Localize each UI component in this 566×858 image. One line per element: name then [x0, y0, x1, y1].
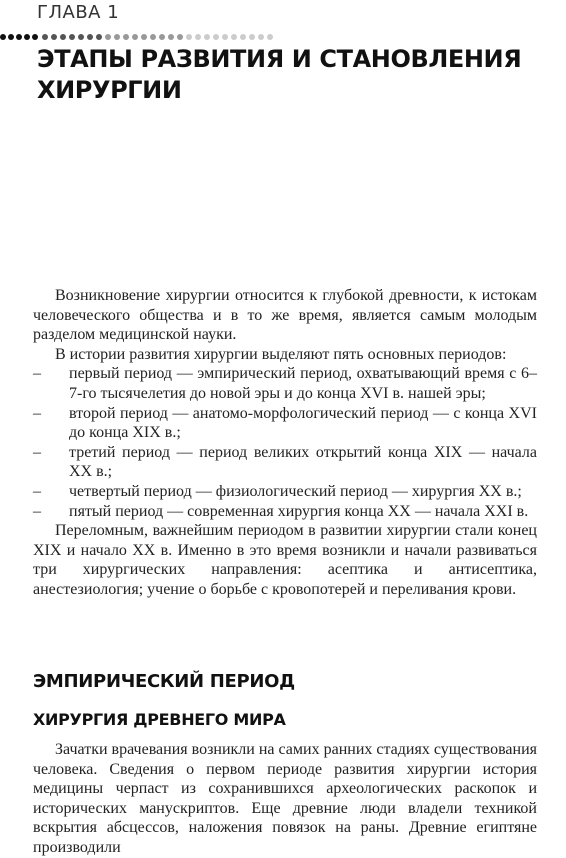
periods-list: [33, 364, 537, 521]
list-item: – второй период — анатомо-морфологический период — с конца XVI до конца XIX в.;: [33, 404, 537, 442]
list-item: – пятый период — современная хирургия конца XX — начала XXI в.: [33, 502, 529, 520]
section-subheading: ХИРУРГИЯ ДРЕВНЕГО МИРА: [33, 710, 286, 729]
list-item: – четвертый период — физиологический период — хирургия XX в.;: [33, 482, 522, 500]
intro-paragraph-1: Возникновение хирургии относится к глубокой древности, к истокам человеческого общества и в то же время, является самым молодым разделом медицинской науки.: [33, 287, 537, 344]
chapter-title: ЭТАПЫ РАЗВИТИЯ И СТАНОВЛЕНИЯ ХИРУРГИИ: [37, 45, 522, 104]
list-item: – первый период — эмпирический период, охватывающий время с 6–7-го тысячелетия до новой эры и до конца XVI в. нашей эры;: [33, 365, 537, 402]
decorative-dot-rule: [0, 30, 566, 44]
section-paragraph: Зачатки врачевания возникли на самих ранних стадиях существования человека. Сведения о первом периоде развития хирургии история медицины черпаст из сохранившихся археологических раскопок и исторических манускриптов. Еще древние люди владели техникой вскрытия абсцессов, наложения повязок на раны. Древние египтяне производили: [33, 741, 538, 856]
intro-paragraph-2: В истории развития хирургии выделяют пять основных периодов:: [55, 345, 507, 363]
intro-paragraph-3: Переломным, важнейшим периодом в развитии хирургии стали конец XIX и начало XX в. Именно в это время возникли и начали развиваться три хирургических направления: асептика и антисептика, анестезиология; учение о борьбе с кровопотерей и переливания крови.: [33, 522, 537, 598]
intro-text: [33, 286, 537, 600]
chapter-label: ГЛАВА 1: [37, 2, 120, 23]
section-text: [33, 740, 537, 858]
list-item: – третий период — период великих открытий конца XIX — начала XX в.;: [33, 443, 537, 481]
section-heading: ЭМПИРИЧЕСКИЙ ПЕРИОД: [33, 671, 295, 692]
